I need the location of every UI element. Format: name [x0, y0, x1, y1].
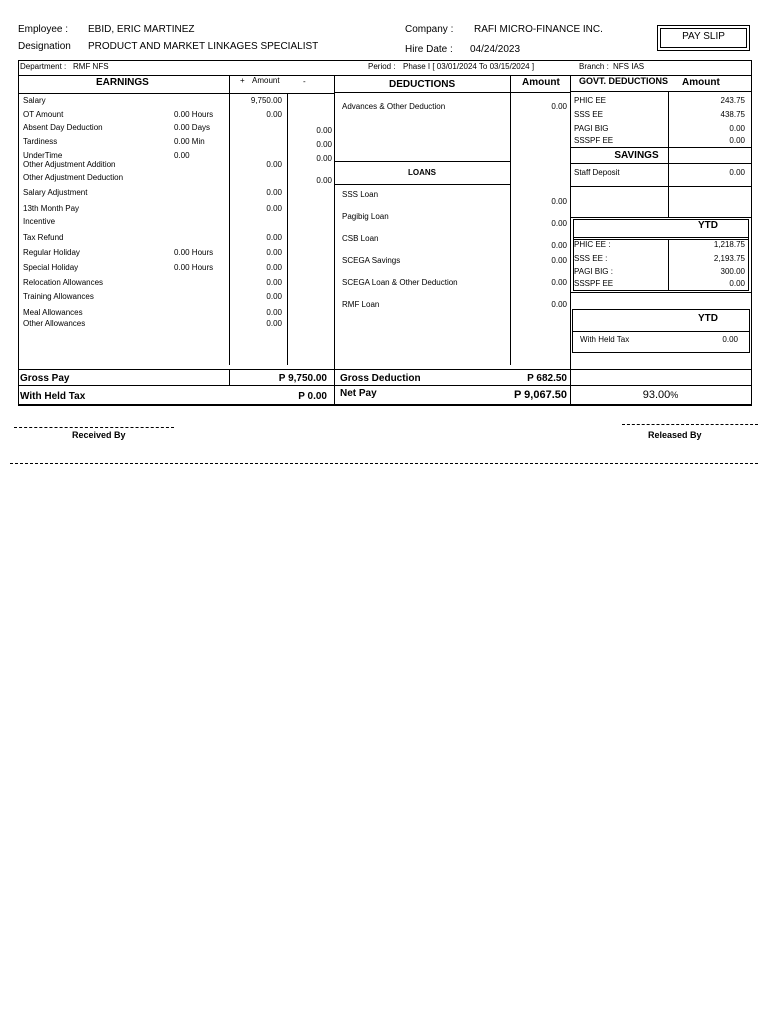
earnings-row-plus-amount: 0.00 [266, 110, 282, 119]
earnings-row-quantity: 0.00 Days [174, 123, 211, 132]
earnings-row-label: Other Allowances [23, 319, 86, 328]
savings-heading: SAVINGS [614, 150, 659, 161]
ytd-row-value: 1,218.75 [713, 240, 745, 249]
earnings-row-minus-amount: 0.00 [316, 154, 332, 163]
earnings-row-label: Tardiness [23, 137, 58, 146]
ytd-row-value: 300.00 [720, 267, 745, 276]
earnings-row-label: Salary Adjustment [23, 188, 88, 197]
earnings-row-label: Training Allowances [23, 292, 94, 301]
loans-heading: LOANS [408, 168, 436, 177]
earnings-row-label: Relocation Allowances [23, 278, 104, 287]
loan-row-label: SCEGA Savings [342, 256, 401, 265]
gross-deduction-value: P 682.50 [527, 373, 567, 384]
loan-row-value: 0.00 [551, 219, 567, 228]
govt-row-value: 438.75 [720, 110, 745, 119]
earnings-row-quantity: 0.00 Min [174, 137, 205, 146]
ytd-row-value: 2,193.75 [713, 254, 745, 263]
employee-name: EBID, ERIC MARTINEZ [88, 24, 195, 35]
earnings-amount-heading: Amount [252, 76, 280, 85]
earnings-row-minus-amount: 0.00 [316, 140, 332, 149]
loan-row-label: CSB Loan [342, 234, 379, 243]
earnings-row-quantity: 0.00 Hours [174, 110, 214, 119]
earnings-row-plus-amount: 0.00 [266, 160, 282, 169]
earnings-row-quantity: 0.00 Hours [174, 248, 214, 257]
earnings-row-label: Regular Holiday [23, 248, 80, 257]
minus-sign: - [303, 77, 306, 86]
earnings-row-label: Absent Day Deduction [23, 123, 103, 132]
ytd-row-value: 0.00 [729, 279, 745, 288]
branch-label: Branch : [579, 62, 609, 71]
govt-row-label: SSS EE [574, 110, 603, 119]
staff-deposit-value: 0.00 [729, 168, 745, 177]
earnings-row-plus-amount: 9,750.00 [250, 96, 282, 105]
govt-row-value: 0.00 [729, 136, 745, 145]
earnings-row-label: Incentive [23, 217, 56, 226]
company-label: Company : [405, 24, 454, 35]
ytd-row-label: SSS EE : [574, 254, 608, 263]
loan-row-label: SCEGA Loan & Other Deduction [342, 278, 458, 287]
earnings-row-label: OT Amount [23, 110, 64, 119]
earnings-row-label: UnderTime [23, 151, 63, 160]
branch-value: NFS IAS [613, 62, 645, 71]
earnings-row-minus-amount: 0.00 [316, 176, 332, 185]
ytd-heading: YTD [698, 220, 718, 231]
earnings-row-label: Salary [23, 96, 46, 105]
govt-deductions-heading: GOVT. DEDUCTIONS [579, 76, 669, 86]
advances-value: 0.00 [551, 102, 567, 111]
withheld-tax-label: With Held Tax [20, 391, 86, 402]
ytd-row-label: PAGI BIG : [574, 267, 613, 276]
govt-row-label: PAGI BIG [574, 124, 609, 133]
loan-row-value: 0.00 [551, 256, 567, 265]
earnings-row-label: Meal Allowances [23, 308, 83, 317]
loan-row-value: 0.00 [551, 278, 567, 287]
loan-row-label: SSS Loan [342, 190, 379, 199]
hire-date-value: 04/24/2023 [470, 44, 521, 55]
gross-deduction-label: Gross Deduction [340, 373, 421, 384]
hire-date-label: Hire Date : [405, 44, 453, 55]
withheld-ytd-label: With Held Tax [580, 335, 630, 344]
loan-row-value: 0.00 [551, 197, 567, 206]
received-by-label: Received By [72, 430, 126, 440]
govt-row-value: 0.00 [729, 124, 745, 133]
deductions-amount-heading: Amount [522, 77, 560, 88]
company-name: RAFI MICRO-FINANCE INC. [474, 24, 603, 35]
earnings-row-label: Special Holiday [23, 263, 79, 272]
earnings-row-plus-amount: 0.00 [266, 292, 282, 301]
earnings-row-label: Tax Refund [23, 233, 64, 242]
gross-pay-label: Gross Pay [20, 373, 70, 384]
deductions-heading: DEDUCTIONS [389, 79, 456, 90]
earnings-row-plus-amount: 0.00 [266, 233, 282, 242]
received-by-line [14, 427, 174, 428]
earnings-row-label: Other Adjustment Addition [23, 160, 116, 169]
employee-label: Employee : [18, 24, 69, 35]
pay-slip-title: PAY SLIP [682, 31, 725, 42]
net-pay-percentage: 93.00% [642, 389, 679, 401]
net-pay-label: Net Pay [340, 388, 377, 399]
department-label: Department : [20, 62, 67, 71]
staff-deposit-label: Staff Deposit [574, 168, 620, 177]
designation-value: PRODUCT AND MARKET LINKAGES SPECIALIST [88, 41, 319, 52]
govt-amount-heading: Amount [682, 77, 720, 88]
period-value: Phase I [ 03/01/2024 To 03/15/2024 ] [403, 62, 535, 71]
earnings-row-plus-amount: 0.00 [266, 308, 282, 317]
pay-slip-box [657, 25, 750, 51]
department-value: RMF NFS [73, 62, 109, 71]
earnings-row-plus-amount: 0.00 [266, 263, 282, 272]
earnings-row-label: Other Adjustment Deduction [23, 173, 124, 182]
loan-row-value: 0.00 [551, 241, 567, 250]
released-by-line [622, 424, 758, 425]
advances-label: Advances & Other Deduction [342, 102, 446, 111]
govt-row-value: 243.75 [720, 96, 745, 105]
earnings-row-plus-amount: 0.00 [266, 204, 282, 213]
earnings-heading: EARNINGS [96, 77, 149, 88]
cut-line [10, 463, 758, 464]
loan-row-label: RMF Loan [342, 300, 380, 309]
ytd-row-label: PHIC EE : [574, 240, 611, 249]
period-label: Period : [368, 62, 396, 71]
loan-row-value: 0.00 [551, 300, 567, 309]
ytd-row-label: SSSPF EE [574, 279, 614, 288]
earnings-row-quantity: 0.00 [174, 151, 190, 160]
released-by-label: Released By [648, 430, 702, 440]
govt-row-label: PHIC EE [574, 96, 607, 105]
withheld-ytd-value: 0.00 [722, 335, 738, 344]
earnings-row-plus-amount: 0.00 [266, 248, 282, 257]
designation-label: Designation [18, 41, 71, 52]
earnings-row-quantity: 0.00 Hours [174, 263, 214, 272]
net-pay-value: P 9,067.50 [513, 389, 567, 401]
earnings-row-plus-amount: 0.00 [266, 188, 282, 197]
govt-row-label: SSSPF EE [574, 136, 614, 145]
gross-pay-value: P 9,750.00 [278, 373, 327, 384]
ytd2-heading: YTD [698, 313, 718, 324]
plus-sign: + [240, 76, 245, 85]
earnings-row-label: 13th Month Pay [23, 204, 80, 213]
loan-row-label: Pagibig Loan [342, 212, 389, 221]
earnings-row-plus-amount: 0.00 [266, 319, 282, 328]
withheld-tax-value: P 0.00 [298, 391, 327, 402]
earnings-row-plus-amount: 0.00 [266, 278, 282, 287]
earnings-row-minus-amount: 0.00 [316, 126, 332, 135]
